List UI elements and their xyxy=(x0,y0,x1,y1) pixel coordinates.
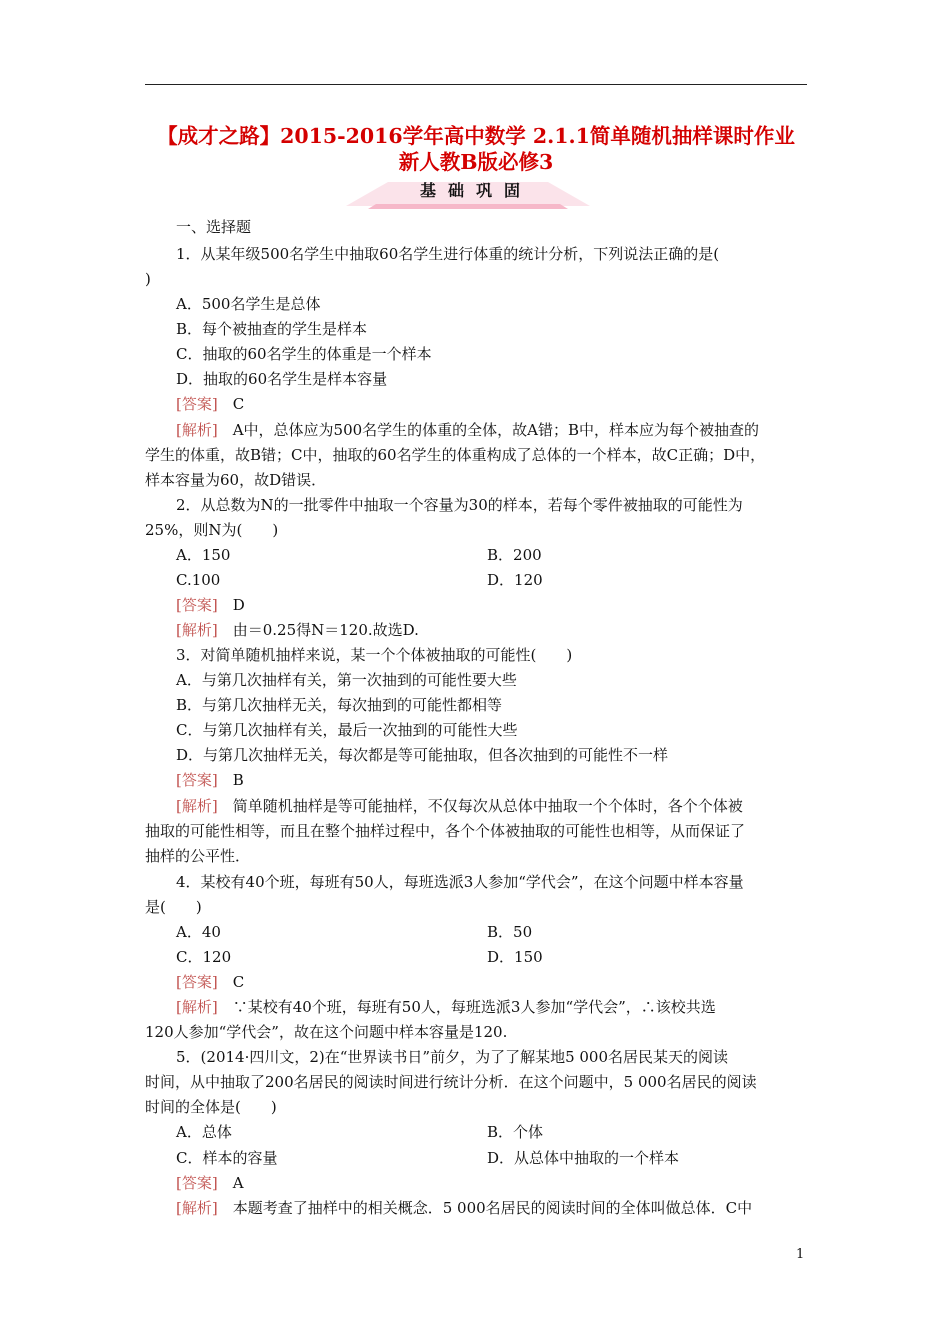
analysis-2: [解析] 由＝0.25得N＝120.故选D. xyxy=(176,621,419,639)
analysis-3-line2: 抽取的可能性相等，而且在整个抽样过程中，各个个体被抽取的可能性也相等，从而保证了 xyxy=(145,822,746,840)
question-1-line1: 1．从某年级500名学生中抽取60名学生进行体重的统计分析，下列说法正确的是( xyxy=(176,245,720,263)
option-a: A．总体 xyxy=(176,1123,232,1141)
answer-1: [答案] C xyxy=(176,395,245,413)
option-c: C．抽取的60名学生的体重是一个样本 xyxy=(176,345,432,363)
analysis-1-line1: [解析] A中，总体应为500名学生的体重的全体，故A错；B中，样本应为每个被抽查的 xyxy=(176,421,760,439)
option-c: C．样本的容量 xyxy=(176,1149,278,1167)
question-2-line1: 2．从总数为N的一批零件中抽取一个容量为30的样本，若每个零件被抽取的可能性为 xyxy=(176,496,743,514)
analysis-tag: [解析] xyxy=(176,621,218,639)
option-d: D．150 xyxy=(487,948,543,966)
question-1-line2: ) xyxy=(145,270,151,288)
question-3: 3．对简单随机抽样来说，某一个个体被抽取的可能性( ) xyxy=(176,646,573,664)
analysis-1-line2: 学生的体重，故B错；C中，抽取的60名学生的体重构成了总体的一个样本，故C正确；D中， xyxy=(145,446,766,464)
doc-title-line1: 【成才之路】2015-2016学年高中数学 2.1.1简单随机抽样课时作业 xyxy=(157,124,795,148)
section-banner-label: 基础巩固 xyxy=(419,181,532,200)
analysis-1-line3: 样本容量为60，故D错误． xyxy=(145,471,327,489)
option-b: B．个体 xyxy=(487,1123,544,1141)
answer-tag: [答案] xyxy=(176,771,218,789)
option-b: B．200 xyxy=(487,546,542,564)
option-d: D．抽取的60名学生是样本容量 xyxy=(176,370,388,388)
analysis-4-line1: [解析] ∵某校有40个班，每班有50人，每班选派3人参加“学代会”，∴该校共选 xyxy=(176,998,716,1016)
answer-5: [答案] A xyxy=(176,1174,244,1192)
option-a: A．150 xyxy=(176,546,231,564)
answer-4: [答案] C xyxy=(176,973,245,991)
option-b: B．50 xyxy=(487,923,533,941)
analysis-tag: [解析] xyxy=(176,998,218,1016)
answer-tag: [答案] xyxy=(176,1174,218,1192)
doc-title-line2: 新人教B版必修3 xyxy=(398,150,554,174)
page-number: 1 xyxy=(796,1247,805,1262)
option-a: A．40 xyxy=(176,923,221,941)
answer-3: [答案] B xyxy=(176,771,244,789)
answer-tag: [答案] xyxy=(176,973,218,991)
question-5-line1: 5．(2014·四川文，2)在“世界读书日”前夕，为了了解某地5 000名居民某天的阅读 xyxy=(176,1048,729,1066)
option-b: B．与第几次抽样无关，每次抽到的可能性都相等 xyxy=(176,696,503,714)
analysis-tag: [解析] xyxy=(176,1199,218,1217)
analysis-tag: [解析] xyxy=(176,421,218,439)
analysis-3-line1: [解析] 简单随机抽样是等可能抽样，不仅每次从总体中抽取一个个体时，各个个体被 xyxy=(176,797,743,815)
analysis-4-line2: 120人参加“学代会”，故在这个问题中样本容量是120. xyxy=(145,1023,508,1041)
question-4-line2: 是( ) xyxy=(145,898,202,916)
option-a: A．与第几次抽样有关，第一次抽到的可能性要大些 xyxy=(176,671,517,689)
option-d: D．从总体中抽取的一个样本 xyxy=(487,1149,680,1167)
question-5-line2: 时间，从中抽取了200名居民的阅读时间进行统计分析．在这个问题中，5 000名居民的阅读 xyxy=(145,1073,757,1091)
analysis-tag: [解析] xyxy=(176,797,218,815)
option-c: C.100 xyxy=(176,571,221,589)
question-5-line3: 时间的全体是( ) xyxy=(145,1098,277,1116)
answer-tag: [答案] xyxy=(176,596,218,614)
option-c: C．120 xyxy=(176,948,232,966)
option-c: C．与第几次抽样有关，最后一次抽到的可能性大些 xyxy=(176,721,518,739)
option-a: A．500名学生是总体 xyxy=(176,295,321,313)
question-2-line2: 25%，则N为( ) xyxy=(145,521,279,539)
question-4-line1: 4．某校有40个班，每班有50人，每班选派3人参加“学代会”，在这个问题中样本容量 xyxy=(176,873,744,891)
answer-2: [答案] D xyxy=(176,596,245,614)
section-heading: 一、选择题 xyxy=(176,218,252,236)
header-rule xyxy=(145,84,807,85)
option-d: D．120 xyxy=(487,571,543,589)
analysis-3-line3: 抽样的公平性． xyxy=(145,847,251,865)
option-d: D．与第几次抽样无关，每次都是等可能抽取，但各次抽到的可能性不一样 xyxy=(176,746,669,764)
answer-tag: [答案] xyxy=(176,395,218,413)
option-b: B．每个被抽查的学生是样本 xyxy=(176,320,368,338)
analysis-5-line1: [解析] 本题考查了抽样中的相关概念．5 000名居民的阅读时间的全体叫做总体．C中 xyxy=(176,1199,753,1217)
